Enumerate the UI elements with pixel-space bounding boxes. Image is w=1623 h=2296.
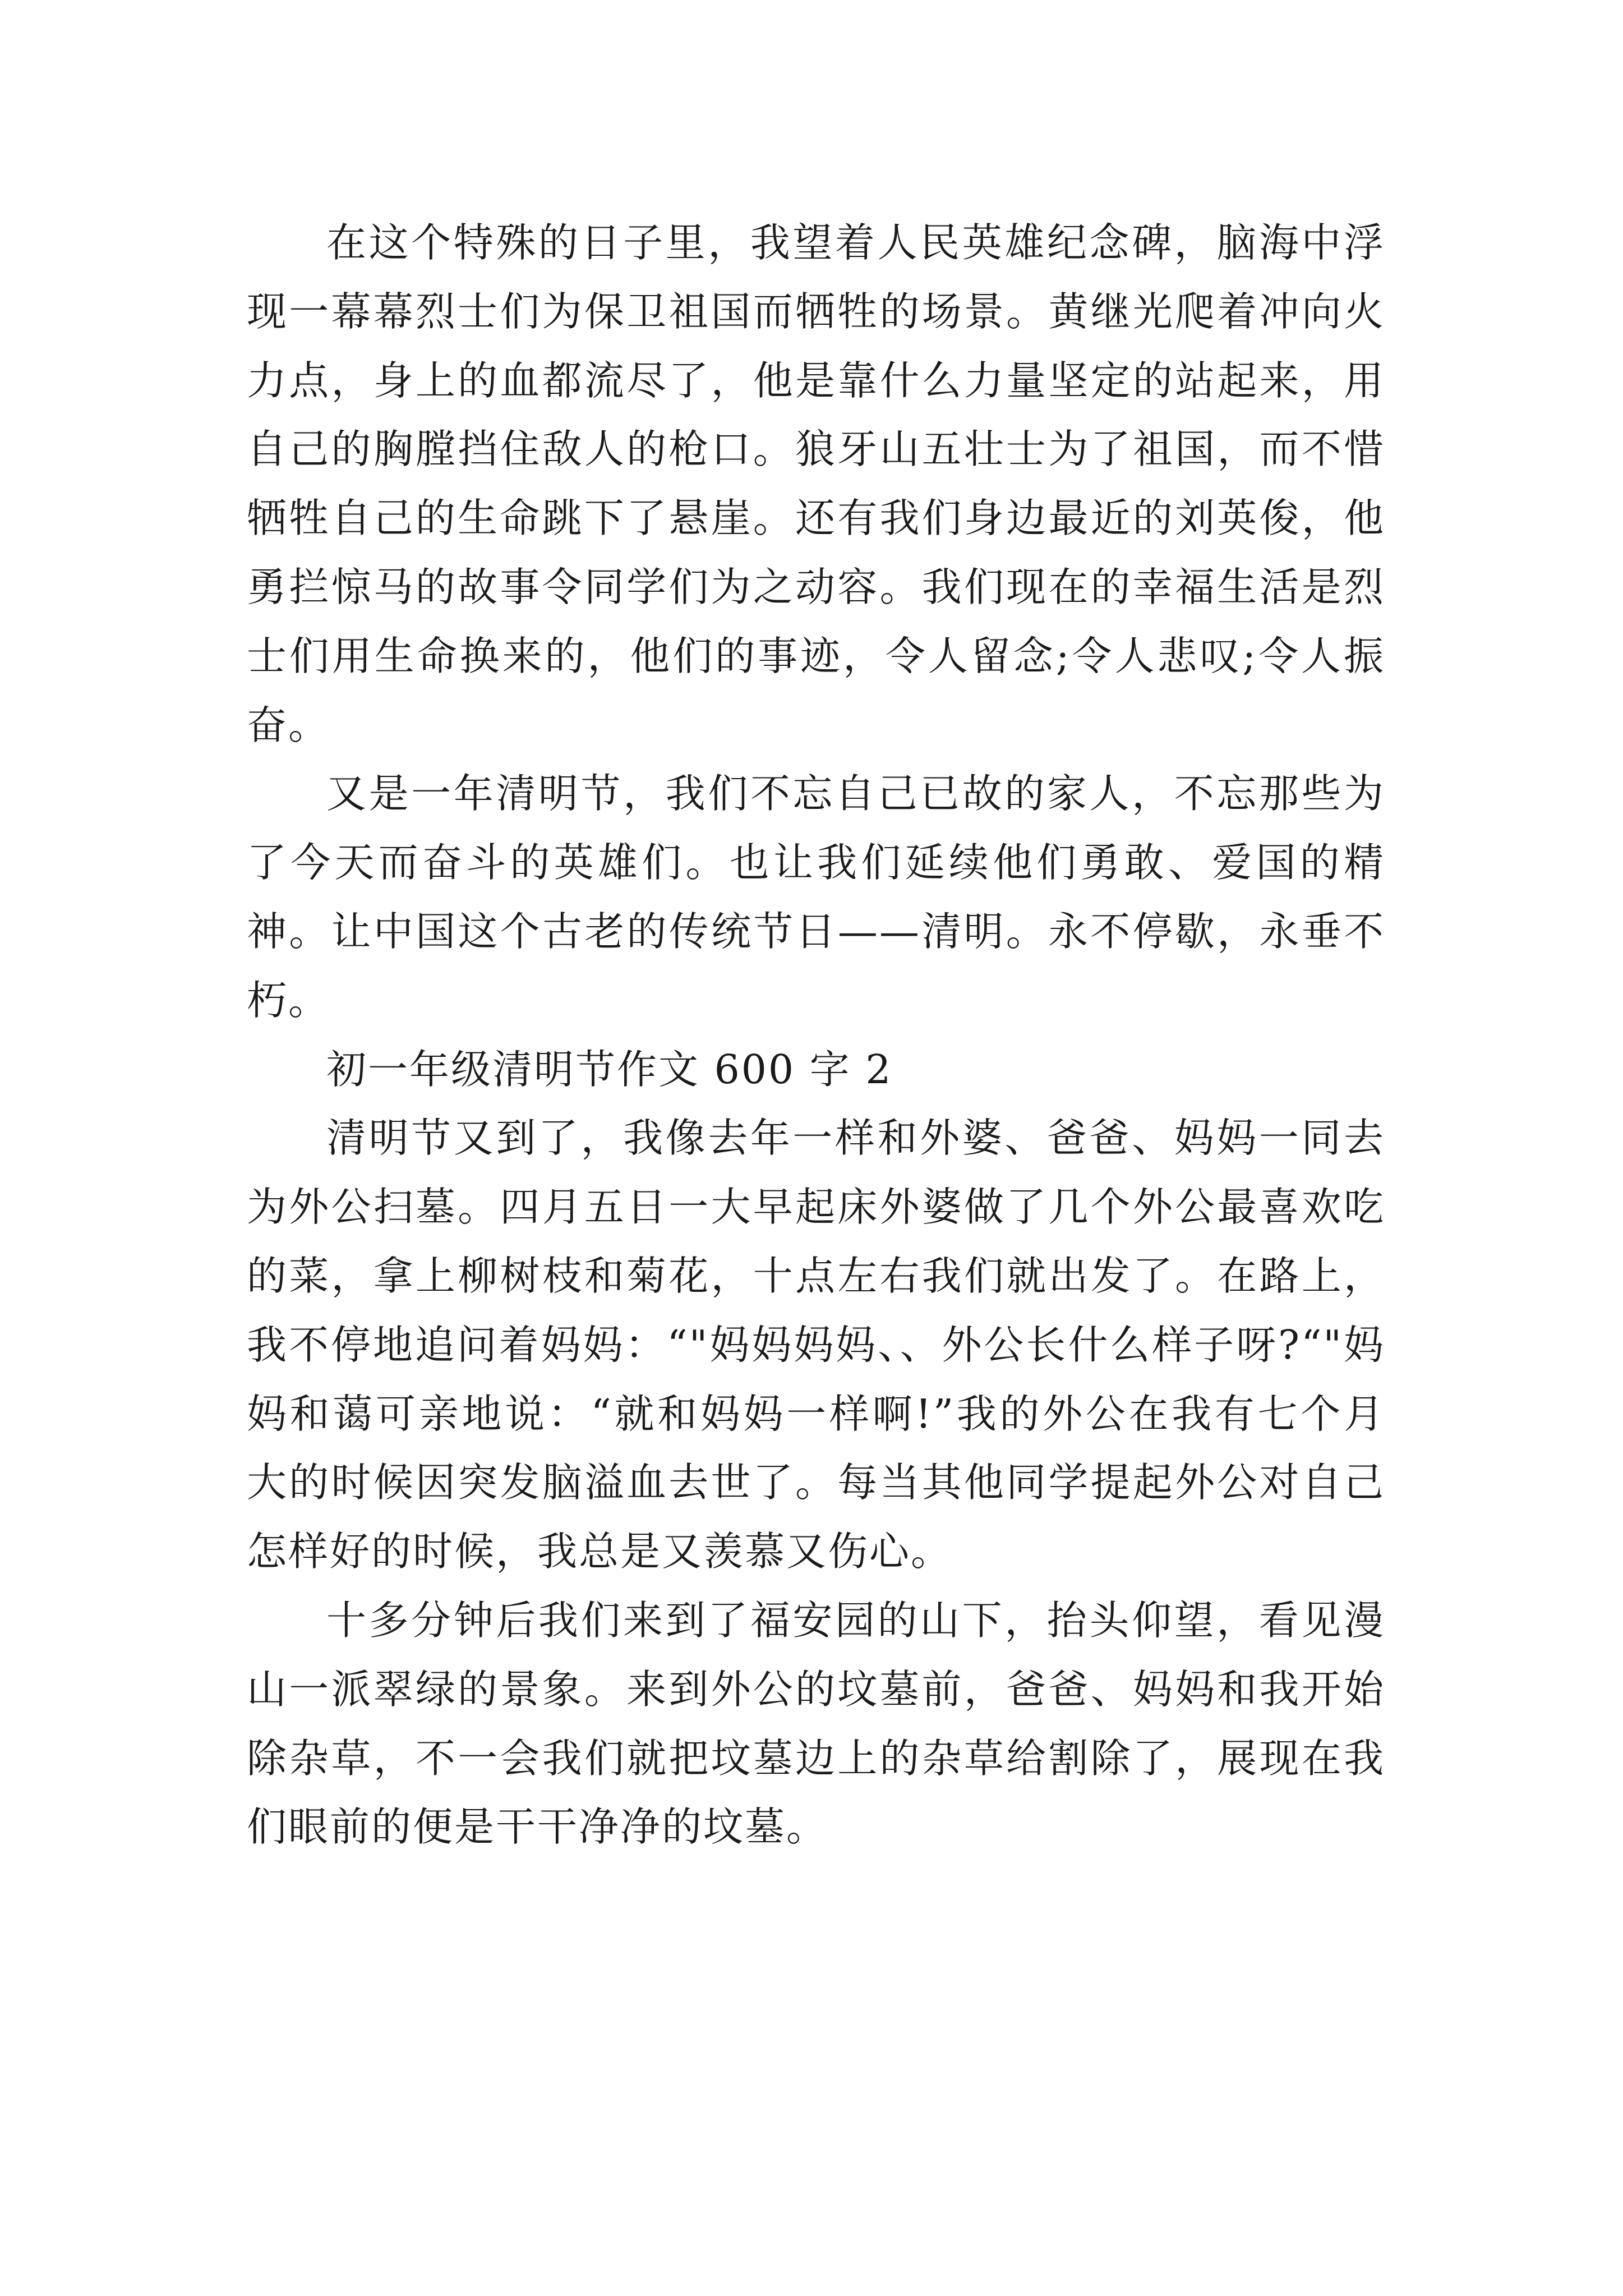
section-title: 初一年级清明节作文 600 字 2: [326, 1046, 893, 1093]
paragraph-martyrs: 在这个特殊的日子里，我望着人民英雄纪念碑，脑海中浮现一幕幕烈士们为保卫祖国而牺牲的场景。黄继光爬着冲向火力点，身上的血都流尽了，他是靠什么力量坚定的站起来，用自己的胸膛挡住敌人的枪口。狼牙山五壮士为了祖国，而不惜牺牲自己的生命跳下了悬崖。还有我们身边最近的刘英俊，他勇拦惊马的故事令同学们为之动容。我们现在的幸福生活是烈士们用生命换来的，他们的事迹，令人留念;令人悲叹;令人振奋。: [247, 219, 1385, 748]
paragraph-cemetery-visit: 十多分钟后我们来到了福安园的山下，抬头仰望，看见漫山一派翠绿的景象。来到外公的坟墓前，爸爸、妈妈和我开始除杂草，不一会我们就把坟墓边上的杂草给割除了，展现在我们眼前的便是干干净净的坟墓。: [247, 1596, 1385, 1851]
paragraph-tomb-sweeping: 清明节又到了，我像去年一样和外婆、爸爸、妈妈一同去为外公扫墓。四月五日一大早起床外婆做了几个外公最喜欢吃的菜，拿上柳树枝和菊花，十点左右我们就出发了。在路上，我不停地追问着妈妈：“"妈妈妈妈、、外公长什么样子呀?“"妈妈和蔼可亲地说：“就和妈妈一样啊!”我的外公在我有七个月大的时候因突发脑溢血去世了。每当其他同学提起外公对自己怎样好的时候，我总是又羡慕又伤心。: [247, 1115, 1385, 1575]
paragraph-qingming-spirit: 又是一年清明节，我们不忘自己已故的家人，不忘那些为了今天而奋斗的英雄们。也让我们延续他们勇敢、爱国的精神。让中国这个古老的传统节日——清明。永不停歇，永垂不朽。: [247, 770, 1385, 1024]
document-body: [247, 209, 1385, 1862]
